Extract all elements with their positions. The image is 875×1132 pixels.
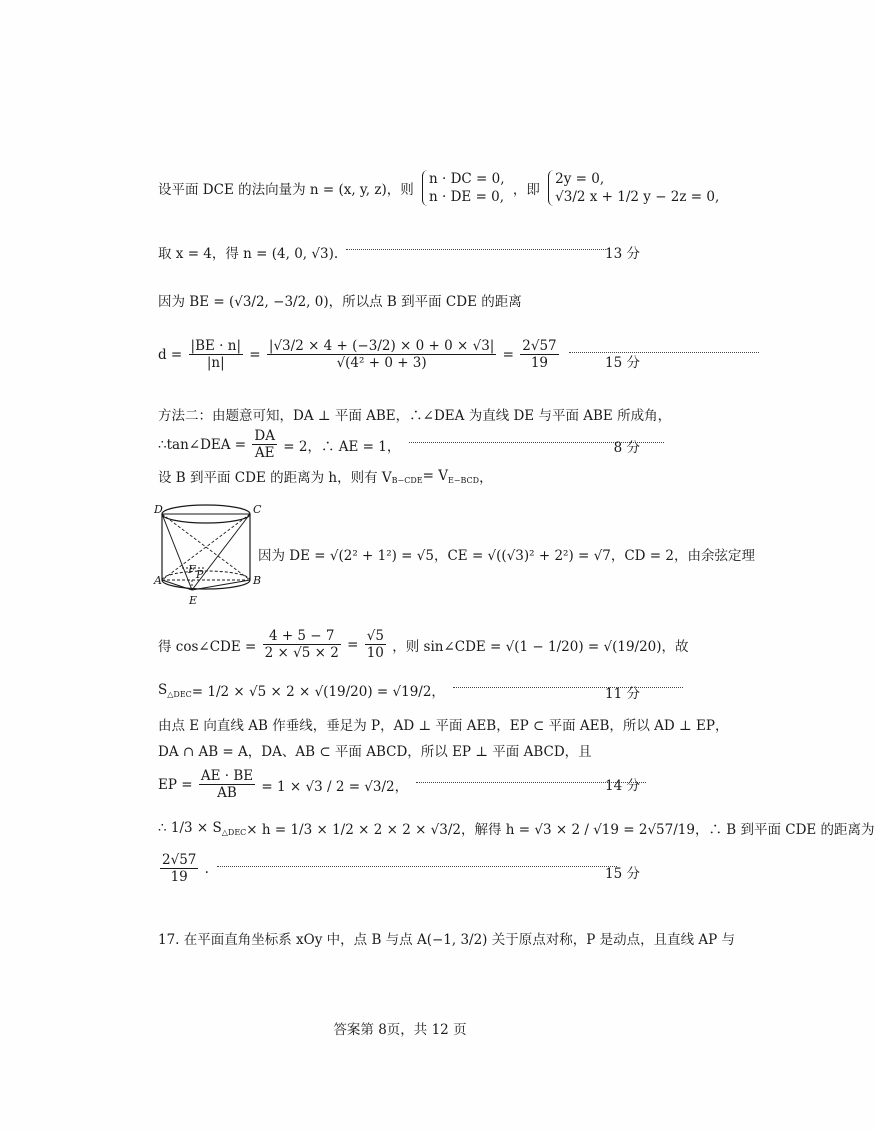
cylinder-figure <box>154 500 264 612</box>
line-method-two <box>158 404 671 424</box>
denominator: √(4² + 0 + 3) <box>336 355 427 371</box>
score-mark: 13 分 <box>605 246 640 262</box>
label-D: D <box>154 503 163 516</box>
line-EP-value <box>158 768 650 801</box>
denominator: AE <box>254 445 275 461</box>
equals: = <box>249 346 261 363</box>
text: EP = <box>158 776 193 793</box>
text: ， <box>479 470 493 486</box>
score-leader <box>217 865 617 867</box>
fraction <box>365 628 386 661</box>
text: ，即 <box>512 182 540 198</box>
text: . <box>204 860 209 877</box>
text: 由点 E 向直线 AB 作垂线，垂足为 P，AD ⊥ 平面 AEB，EP ⊂ 平面 AEB，所以 AD ⊥ EP， <box>158 718 729 734</box>
text: d = <box>158 346 183 363</box>
subscript: △DEC <box>221 828 247 838</box>
sys-row: √3/2 x + 1/2 y − 2z = 0, <box>555 189 720 205</box>
label-E: E <box>189 594 198 607</box>
fraction <box>189 338 243 371</box>
subscript: E−BCD <box>447 476 480 486</box>
score-leader <box>346 248 606 250</box>
text: × h = 1/3 × 1/2 × 2 × 2 × √3/2，解得 h = √3 × 2 / √19 = 2√57/19，∴ B 到平面 CDE 的距离为 <box>246 822 875 838</box>
text: 设平面 DCE 的法向量为 n = (x, y, z)，则 <box>158 182 414 198</box>
sys-row: 2y = 0, <box>555 171 605 187</box>
text: 取 x = 4，得 n = (4, 0, √3). <box>158 246 339 262</box>
segment-AE <box>162 580 192 590</box>
score-leader <box>569 351 759 353</box>
subscript: △DEC <box>167 690 192 700</box>
score-leader <box>453 686 683 688</box>
text: = V <box>422 468 448 484</box>
text: = 1/2 × √5 × 2 × √(19/20) = √19/2， <box>191 684 445 700</box>
fraction <box>252 428 277 461</box>
line-cosine <box>158 628 689 661</box>
line-perpendicular <box>158 714 728 734</box>
numerator: |√3/2 × 4 + (−3/2) × 0 + 0 × √3| <box>268 338 495 354</box>
label-B: B <box>253 574 262 587</box>
numerator: AE · BE <box>200 768 254 784</box>
denominator: 19 <box>530 355 549 371</box>
equation-system-1 <box>422 170 505 206</box>
text: ∴tan∠DEA = <box>158 436 247 453</box>
fraction <box>199 768 255 801</box>
text: = 2，∴ AE = 1， <box>283 438 401 455</box>
text: 设 B 到平面 CDE 的距离为 h，则有 V <box>158 470 392 486</box>
numerator: 4 + 5 − 7 <box>263 628 341 645</box>
score-mark: 8 分 <box>613 440 640 456</box>
text: = <box>347 636 359 653</box>
equation-system-2 <box>548 170 719 206</box>
line-normal-vector <box>158 170 723 206</box>
score-mark: 11 分 <box>605 686 640 702</box>
score-mark: 15 分 <box>605 866 640 882</box>
problem-17 <box>158 928 735 948</box>
numerator: DA <box>254 428 275 444</box>
label-A: A <box>154 574 162 587</box>
text: S <box>158 682 168 698</box>
sys-row: n · DE = 0, <box>429 189 505 205</box>
line-tan <box>158 428 668 461</box>
denominator: |n| <box>206 355 225 371</box>
line-solve-h <box>158 818 875 838</box>
score-mark: 15 分 <box>605 355 640 371</box>
text: = 1 × √3 / 2 = √3/2， <box>261 778 409 795</box>
line-take-x <box>158 242 638 262</box>
text: 因为 DE = √(2² + 1²) = √5，CE = √((√3)² + 2²) = √7，CD = 2，由余弦定理 <box>258 548 755 564</box>
subscript: B−CDE <box>391 476 423 486</box>
text: 方法二：由题意可知，DA ⊥ 平面 ABE，∴∠DEA 为直线 DE 与平面 ABE 所成角， <box>158 408 672 424</box>
fraction <box>160 852 198 885</box>
line-area <box>158 680 618 700</box>
label-P: P <box>196 568 204 581</box>
text: ∴ 1/3 × S <box>158 820 222 836</box>
line-lengths <box>258 544 755 564</box>
segment-DE <box>162 514 192 590</box>
denominator: 19 <box>170 869 188 885</box>
label-C: C <box>253 503 262 516</box>
line-EP-perpendicular <box>158 740 592 760</box>
numerator: |BE · n| <box>190 338 241 354</box>
text: DA ∩ AB = A，DA、AB ⊂ 平面 ABCD，所以 EP ⊥ 平面 ABCD，且 <box>158 744 592 760</box>
numerator: √5 <box>366 628 384 644</box>
page-footer: 答案第 8页，共 12 页 <box>333 1022 467 1038</box>
denominator: 2 × √5 × 2 <box>264 645 339 661</box>
sys-row: n · DC = 0, <box>429 171 505 187</box>
line-vector-BE <box>158 290 522 310</box>
text: 17. 在平面直角坐标系 xOy 中，点 B 与点 A(−1, 3/2) 关于原点对称，P 是动点，且直线 AP 与 <box>158 932 736 948</box>
line-distance-formula <box>158 338 763 371</box>
text: 得 cos∠CDE = <box>158 638 257 655</box>
label-F: F <box>188 563 196 576</box>
text: ，则 sin∠CDE = √(1 − 1/20) = √(19/20)，故 <box>392 638 689 655</box>
line-volume-equation <box>158 466 493 486</box>
text: 因为 BE = (√3/2, −3/2, 0)，所以点 B 到平面 CDE 的距离 <box>158 294 522 310</box>
score-mark: 14 分 <box>605 778 640 794</box>
fraction <box>267 338 496 371</box>
line-final-distance <box>158 852 621 885</box>
denominator: AB <box>217 785 237 801</box>
fraction <box>263 628 341 661</box>
numerator: 2√57 <box>162 852 197 868</box>
denominator: 10 <box>366 645 384 661</box>
equals: = <box>502 346 514 363</box>
numerator: 2√57 <box>522 338 557 354</box>
fraction <box>520 338 558 371</box>
